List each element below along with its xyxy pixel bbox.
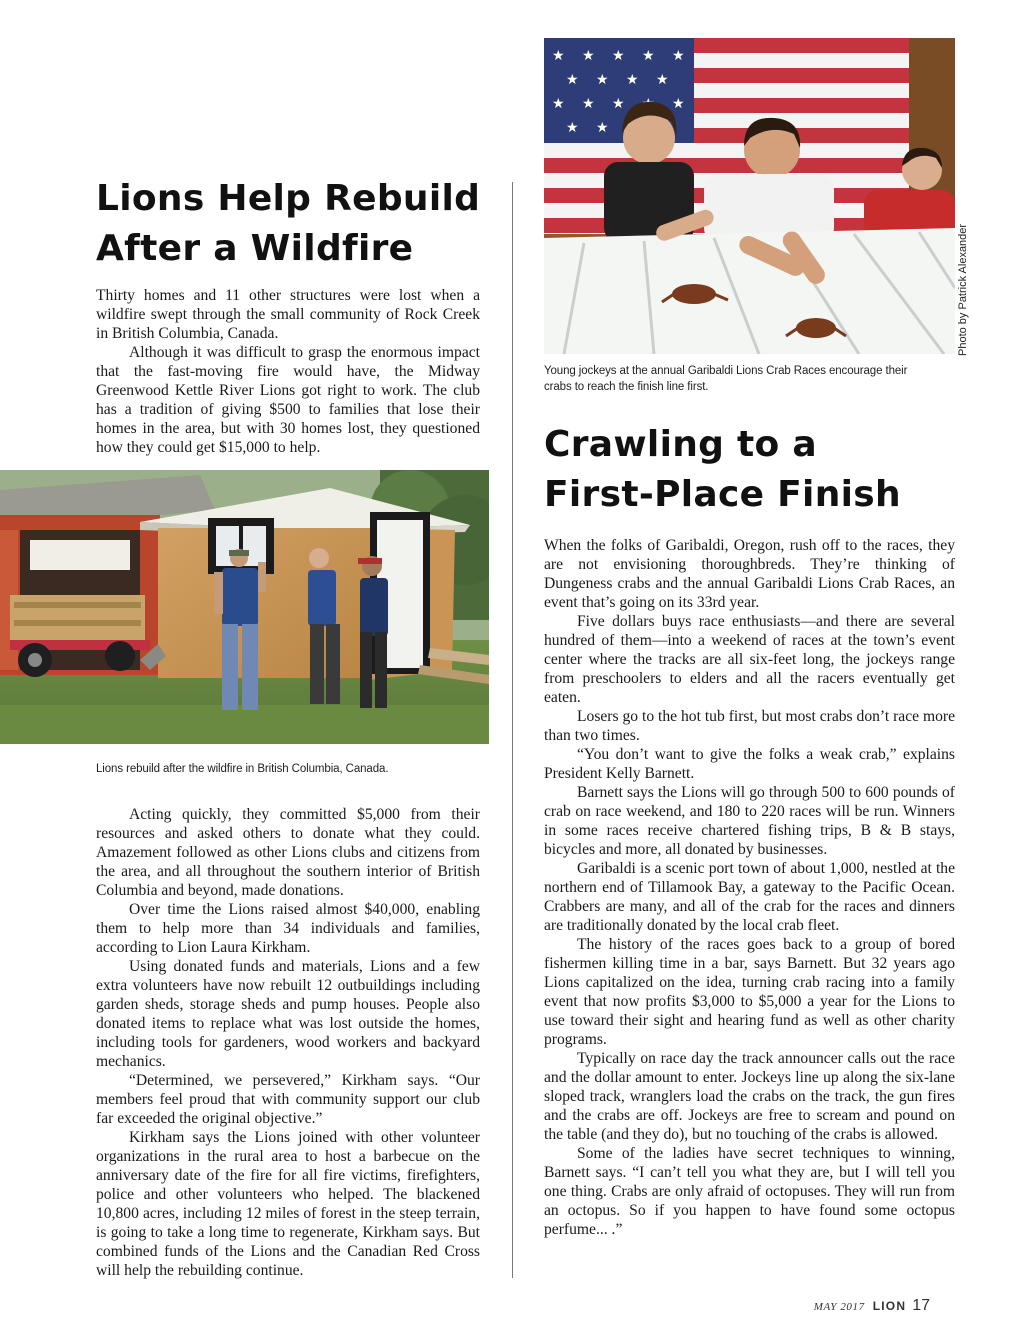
article1-body [96, 805, 480, 1280]
crab-race-photo [544, 38, 955, 354]
article1-body-para: Over time the Lions raised almost $40,000, enabling them to help more than 34 individuals and families, according to Lion Laura Kirkham. [96, 901, 480, 956]
svg-text:★: ★ [612, 96, 625, 112]
column-divider [512, 182, 513, 1278]
article1-body-para: Kirkham says the Lions joined with other volunteer organizations in the rural area to host a barbecue on the anniversary date of the fire for all fire victims, firefighters, police and other volunteers who helped. The blackened 10,800 acres, including 12 miles of forest in the steep terrain, is going to take a long time to regenerate, Kirkham says. But combined funds of the Lions and the Canadian Red Cross will help the rebuilding continue. [96, 1129, 480, 1279]
article2-headline-line1: Crawling to a [544, 424, 818, 465]
article2-body [544, 536, 955, 1239]
article2-body-para: Garibaldi is a scenic port town of about 1,000, nestled at the northern end of Tillamook Bay, a gateway to the Pacific Ocean. Crabbers are many, and all of the crab for the races and dinners are traditionally donated by the local crab fleet. [544, 860, 955, 934]
svg-text:★: ★ [672, 48, 685, 64]
svg-text:★: ★ [612, 48, 625, 64]
svg-text:★: ★ [552, 48, 565, 64]
article1-headline [96, 174, 480, 274]
page-footer [814, 1297, 930, 1315]
svg-text:★: ★ [626, 72, 639, 88]
article2-body-para: When the folks of Garibaldi, Oregon, rush off to the races, they are not envisioning thoroughbreds. They’re thinking of Dungeness crabs and the annual Garibaldi Lions Crab Races, an event that’s going on its 33rd year. [544, 537, 955, 611]
svg-text:★: ★ [566, 120, 579, 136]
page-number: 17 [912, 1297, 930, 1314]
article1-headline-line1: Lions Help Rebuild [96, 178, 481, 219]
article2-body-para: Barnett says the Lions will go through 500 to 600 pounds of crab on race weekend, and 180 to 220 races will be run. Winners in some races receive chartered fishing trips, B & B stays, bicycles and more, all donated by businesses. [544, 784, 955, 858]
magazine-name: LION [872, 1299, 907, 1313]
article2-body-para: Typically on race day the track announcer calls out the race and the dollar amount to enter. Jockeys line up along the six-lane sloped track, wranglers load the crabs on the track, the gun fires and the crabs are off. Jockeys are free to scream and pound on the table (and they do), but no touching of the crabs is allowed. [544, 1050, 955, 1143]
article1-body-para: “Determined, we persevered,” Kirkham says. “Our members feel proud that with community support our club far exceeded the original objective.” [96, 1072, 480, 1127]
shed-rebuild-illustration [0, 470, 489, 744]
article1-body-para: Acting quickly, they committed $5,000 from their resources and asked others to donate what they could. Amazement followed as other Lions clubs and citizens from the area, and all throughout the southern interior of British Columbia and beyond, made donations. [96, 806, 480, 899]
svg-text:★: ★ [656, 72, 669, 88]
shed-rebuild-photo [0, 470, 489, 744]
article2-headline [544, 420, 901, 520]
article2-body-para: The history of the races goes back to a group of bored fishermen killing time in a bar, says Barnett. But 32 years ago Lions capitalized on the idea, turning crab racing into a family event that now profits $3,000 to $5,000 a year for the Lions to use toward their sight and hearing fund as well as other charity programs. [544, 936, 955, 1048]
article2-body-para: Five dollars buys race enthusiasts—and there are several hundred of them—into a weekend of races at the town’s event center where the tracks are all six-feet long, the jockeys range from preschoolers to elders and all the racers eventually get eaten. [544, 613, 955, 706]
photo-credit: Photo by Patrick Alexander [957, 223, 969, 356]
article2-body-para: “You don’t want to give the folks a weak crab,” explains President Kelly Barnett. [544, 746, 955, 782]
article1-headline-line2: After a Wildfire [96, 228, 414, 269]
svg-text:★: ★ [552, 96, 565, 112]
svg-text:★: ★ [582, 96, 595, 112]
article2-headline-line2: First-Place Finish [544, 474, 901, 515]
svg-text:★: ★ [582, 48, 595, 64]
crab-race-illustration [544, 38, 955, 354]
article2-body-para: Some of the ladies have secret techniques to winning, Barnett says. “I can’t tell you what they are, but I will tell you one thing. Crabs are only afraid of octopuses. They will run from an octopus. So if you happen to have found some octopus perfume... .” [544, 1145, 955, 1238]
svg-text:★: ★ [596, 72, 609, 88]
article2-body-para: Losers go to the hot tub first, but most crabs don’t race more than two times. [544, 708, 955, 744]
article1-intro [96, 286, 480, 457]
issue-date: MAY 2017 [813, 1301, 865, 1313]
article1-photo-caption: Lions rebuild after the wildfire in British Columbia, Canada. [96, 763, 389, 775]
svg-text:★: ★ [642, 48, 655, 64]
svg-text:★: ★ [566, 72, 579, 88]
article1-intro-para: Although it was difficult to grasp the enormous impact that the fast-moving fire would have, the Midway Greenwood Kettle River Lions got right to work. The club has a tradition of giving $500 to families that lose their homes in the area, but with 30 homes lost, they questioned how they could get $15,000 to help. [96, 344, 480, 456]
article1-intro-para: Thirty homes and 11 other structures were lost when a wildfire swept through the small community of Rock Creek in British Columbia, Canada. [96, 287, 480, 342]
svg-text:★: ★ [596, 120, 609, 136]
article1-body-para: Using donated funds and materials, Lions and a few extra volunteers have now rebuilt 12 outbuildings including garden sheds, storage sheds and pump houses. People also donated items to replace what was lost outside the homes, including tools for gardeners, wood workers and backyard mechanics. [96, 958, 480, 1070]
svg-text:★: ★ [672, 96, 685, 112]
article2-photo-caption: Young jockeys at the annual Garibaldi Lions Crab Races encourage their crabs to reach the finish line first. [544, 365, 908, 393]
